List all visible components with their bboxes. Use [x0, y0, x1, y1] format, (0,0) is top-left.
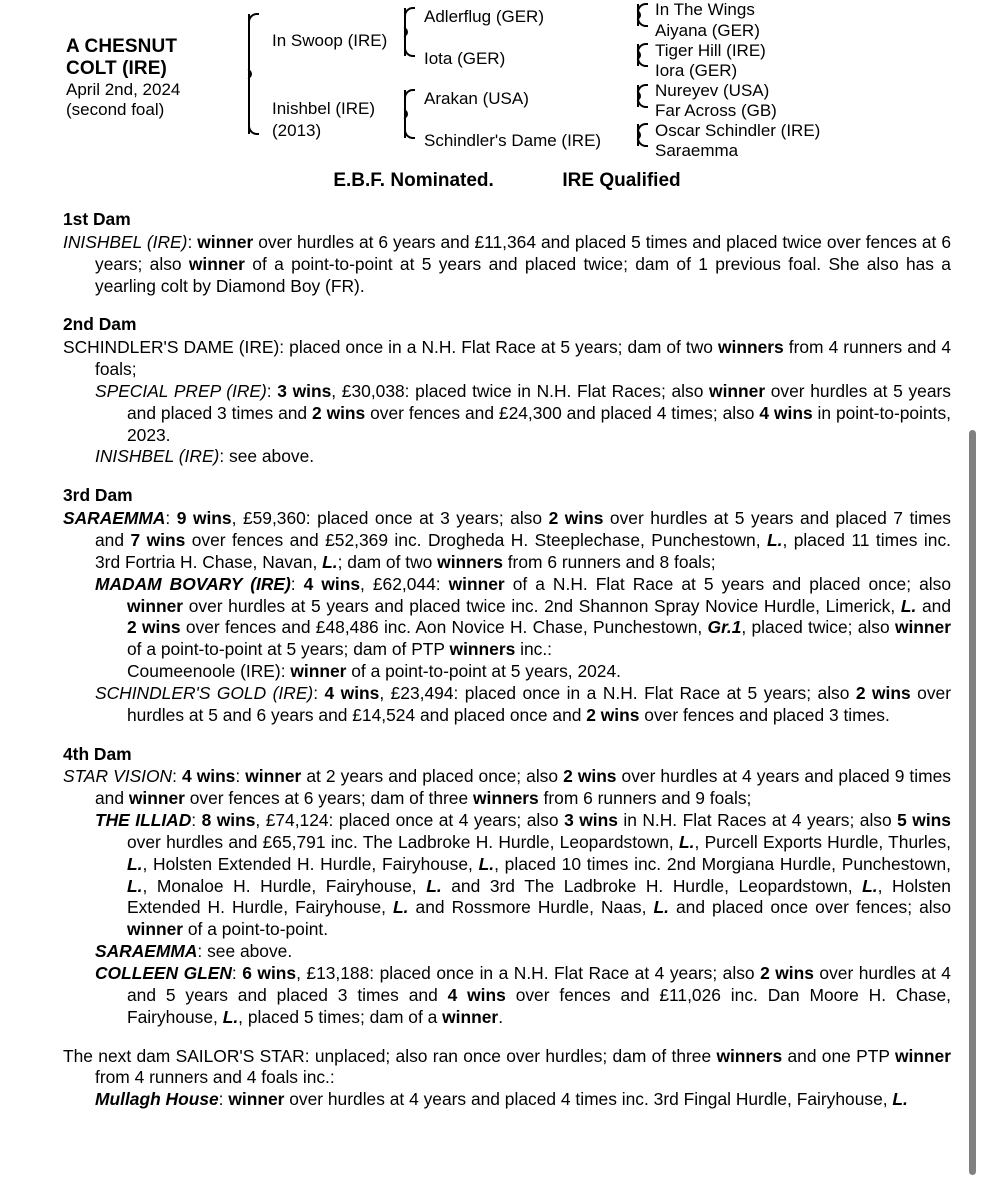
sire-sire-name: Adlerflug (GER) [424, 7, 544, 26]
dam-sire-sire-name: Nureyev (USA) [655, 81, 770, 100]
section-spacer [63, 1029, 951, 1046]
dam-heading: 1st Dam [63, 209, 131, 229]
dam-dam-dam-name: Saraemma [655, 141, 739, 160]
pedigree-entry: SARAEMMA: 9 wins, £59,360: placed once at 3 years; also 2 wins over hurdles at 5 years and placed 7 times and 7 wins over fences and £52,369 inc. Drogheda H. Steeplechase, Punchestown, L., placed 11 times inc. 3rd Fortria H. Chase, Navan, L.; dam of two winners from 6 runners and 8 foals; [63, 508, 951, 572]
sire-name: In Swoop (IRE) [272, 31, 388, 50]
sire-sire-sire-name: In The Wings [655, 0, 755, 19]
dam-sire-dam-name: Far Across (GB) [655, 101, 777, 120]
subject-foal-note: (second foal) [66, 99, 165, 119]
pedigree-text-body [0, 209, 984, 1111]
pedigree-entry: COLLEEN GLEN: 6 wins, £13,188: placed once in a N.H. Flat Race at 4 years; also 2 wins over hurdles at 4 and 5 years and placed 3 times and 4 wins over fences and £11,026 inc. Dan Moore H. Chase, Fairyhouse, L., placed 5 times; dam of a winner. [95, 963, 951, 1027]
dam-year: (2013) [272, 121, 322, 140]
sire-dam-sire-name: Tiger Hill (IRE) [655, 41, 766, 60]
brace-dam-dam-parents [637, 124, 648, 146]
dam-heading: 2nd Dam [63, 314, 137, 335]
brace-dam-parents [404, 90, 415, 138]
brace-sire-parents [404, 8, 415, 56]
pedigree-entry: SARAEMMA: see above. [95, 941, 293, 962]
ebf-nominated-label: E.B.F. Nominated. [333, 170, 494, 191]
subject-name-line2: COLT (IRE) [66, 58, 167, 80]
brace-sire-sire-parents [637, 4, 648, 26]
brace-generation-1 [248, 14, 259, 134]
dam-name: Inishbel (IRE) [272, 99, 375, 118]
pedigree-entry: INISHBEL (IRE): see above. [95, 446, 315, 467]
subject-name-line1: A CHESNUT [66, 36, 178, 57]
pedigree-entry: SCHINDLER'S GOLD (IRE): 4 wins, £23,494: placed once in a N.H. Flat Race at 5 years; also 2 wins over hurdles at 5 and 6 years and £14,524 and placed once and 2 wins over fences and placed 3 times. [95, 682, 951, 725]
pedigree-entry: STAR VISION: 4 wins: winner at 2 years and placed once; also 2 wins over hurdles at 4 years and placed 9 times and winner over fences at 6 years; dam of three winners from 6 runners and 9 foals; [63, 766, 951, 809]
pedigree-chart [0, 0, 984, 162]
dam-dam-sire-name: Oscar Schindler (IRE) [655, 121, 821, 140]
dam-heading: 3rd Dam [63, 485, 133, 506]
pedigree-entry: INISHBEL (IRE): winner over hurdles at 6 years and £11,364 and placed 5 times and placed twice over fences at 6 years; also winner of a point-to-point at 5 years and placed twice; dam of 1 previous foal. She also has a yearling colt by Diamond Boy (FR). [63, 231, 951, 296]
qualification-line [0, 170, 984, 192]
pedigree-entry: MADAM BOVARY (IRE): 4 wins, £62,044: winner of a N.H. Flat Race at 5 years and placed once; also winner over hurdles at 5 years and placed twice inc. 2nd Shannon Spray Novice Hurdle, Limerick, L. and 2 wins over fences and £48,486 inc. Aon Novice H. Chase, Punchestown, Gr.1, placed twice; also winner of a point-to-point at 5 years; dam of PTP winners inc.: [95, 573, 951, 660]
dam-sire-name: Arakan (USA) [424, 89, 529, 108]
brace-sire-dam-parents [637, 44, 648, 66]
pedigree-entry: THE ILLIAD: 8 wins, £74,124: placed once at 4 years; also 3 wins in N.H. Flat Races at 4 years; also 5 wins over hurdles and £65,791 inc. The Ladbroke H. Hurdle, Leopardstown, L., Purcell Exports Hurdle, Thurles, L., Holsten Extended H. Hurdle, Fairyhouse, L., placed 10 times inc. 2nd Morgiana Hurdle, Punchestown, L., Monaloe H. Hurdle, Fairyhouse, L. and 3rd The Ladbroke H. Hurdle, Leopardstown, L., Holsten Extended H. Hurdle, Fairyhouse, L. and Rossmore Hurdle, Naas, L. and placed once over fences; also winner of a point-to-point. [95, 810, 952, 940]
pedigree-entry: SPECIAL PREP (IRE): 3 wins, £30,038: placed twice in N.H. Flat Races; also winner over hurdles at 5 years and placed 3 times and 2 wins over fences and £24,300 and placed 4 times; also 4 wins in point-to-points, 2023. [95, 380, 952, 445]
subject-block [66, 36, 246, 120]
sire-dam-name: Iota (GER) [424, 49, 506, 68]
sire-dam-dam-name: Iora (GER) [655, 61, 738, 80]
brace-dam-sire-parents [637, 85, 648, 107]
pedigree-entry: SCHINDLER'S DAME (IRE): placed once in a N.H. Flat Race at 5 years; dam of two winners from 4 runners and 4 foals; [63, 337, 951, 380]
sire-sire-dam-name: Aiyana (GER) [655, 21, 760, 40]
dam-dam-name: Schindler's Dame (IRE) [424, 131, 602, 150]
scrollbar-thumb[interactable] [969, 430, 976, 1175]
pedigree-entry: Mullagh House: winner over hurdles at 4 years and placed 4 times inc. 3rd Fingal Hurdle, Fairyhouse, L. [95, 1089, 908, 1110]
dam-heading: 4th Dam [63, 743, 132, 764]
ire-qualified-label: IRE Qualified [562, 170, 681, 191]
subject-foaling-date: April 2nd, 2024 [66, 80, 181, 100]
pedigree-entry: The next dam SAILOR'S STAR: unplaced; also ran once over hurdles; dam of three winners and one PTP winner from 4 runners and 4 foals inc.: [63, 1045, 951, 1088]
pedigree-entry: Coumeenoole (IRE): winner of a point-to-point at 5 years, 2024. [127, 661, 621, 682]
